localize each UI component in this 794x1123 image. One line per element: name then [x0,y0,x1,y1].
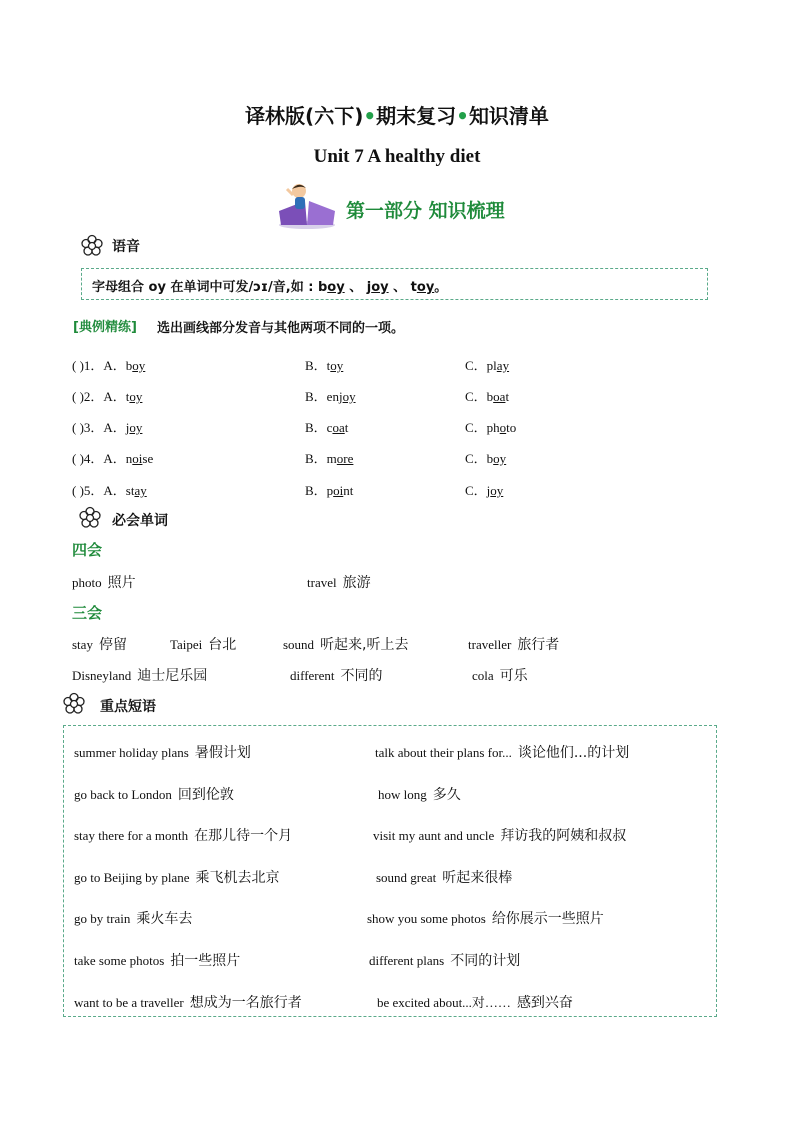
question-number: ( )1．A． [72,358,126,373]
phrase-en: go by train [74,911,131,926]
word-en: sound [283,637,315,652]
phrase-en: go back to London [74,787,172,802]
question-option [305,386,356,405]
question-option [465,417,516,436]
vocab-item [472,665,528,685]
word-part: b [486,451,494,466]
word-part: t [125,389,130,404]
separator: 、 [388,280,407,295]
phrase-cn: 在那儿待一个月 [194,828,293,844]
phrase-cn: 多久 [432,787,461,803]
question-option [72,417,142,436]
question-option [72,448,153,467]
phrase-item [74,742,251,762]
phrase-item [74,825,292,845]
underlined-part: oy [490,483,504,498]
option-label: C． [465,358,487,373]
underlined-part: ay [496,358,510,373]
vocab-item [468,634,559,654]
phrase-item [376,867,512,887]
unit-title: Unit 7 A healthy diet [313,146,481,167]
flower-icon [62,692,86,716]
exercise-label: [典例精练] [73,320,137,335]
word-part: enj [326,389,343,404]
underlined-part: ore [336,451,354,466]
question-option [305,480,353,499]
option-label: B． [305,389,327,404]
question-option [465,480,503,499]
question-option [72,355,145,374]
example-toy-underline: oy [416,280,435,295]
phrase-en: how long [378,787,427,802]
phrase-cn: 给你展示一些照片 [491,911,604,927]
title-dot: • [363,104,377,128]
phrase-item [369,950,520,970]
word-cn: 听起来,听上去 [320,637,409,653]
underlined-part: oy [493,451,507,466]
flower-icon [80,234,104,258]
phrase-item [373,825,626,845]
word-part: n [125,451,133,466]
phrase-cn: 听起来很棒 [442,870,513,886]
vocab-item [283,634,409,654]
word-en: travel [307,575,337,590]
phrase-cn: 拜访我的阿姨和叔叔 [500,828,627,844]
word-en: photo [72,575,102,590]
example-boy-underline: oy [327,280,345,295]
three-skill-label: 三会 [72,604,103,622]
underlined-part: oa [493,389,506,404]
phrase-cn: 拍一些照片 [170,953,241,969]
title-part-review: 期末复习 [376,104,457,128]
vocab-item [290,665,383,685]
title-part-list: 知识清单 [468,104,549,128]
phrase-cn: 不同的计划 [450,953,521,969]
underlined-part: oy [129,420,143,435]
reading-student-icon [275,181,339,231]
word-cn: 台北 [208,637,237,653]
phrase-en: sound great [376,870,437,885]
word-part: m [326,451,337,466]
phrase-item [375,742,629,762]
option-label: C． [465,420,487,435]
part-one-heading: 第一部分 知识梳理 [346,200,505,222]
word-cn: 旅游 [342,575,371,591]
word-part: nt [343,483,354,498]
question-option [465,386,509,405]
example-toy: t [410,280,417,295]
question-option [305,355,343,374]
question-number: ( )4．A． [72,451,126,466]
phrase-cn: 回到伦敦 [177,787,234,803]
word-part: b [125,358,133,373]
question-number: ( )2．A． [72,389,126,404]
example-joy-underline: oy [371,280,389,295]
option-label: B． [305,451,327,466]
question-option [465,448,506,467]
title-dot: • [456,104,469,128]
word-part: pl [486,358,497,373]
option-label: B． [305,420,327,435]
title-part-edition: 译林版(六下) [245,104,364,128]
separator: 、 [344,280,363,295]
option-label: C． [465,389,487,404]
question-option [305,448,353,467]
period: 。 [434,280,448,295]
vocab-item [170,634,236,654]
phrase-item [74,992,302,1012]
vocab-item [72,572,136,592]
underlined-part: o [499,420,507,435]
underlined-part: oi [132,451,143,466]
option-label: C． [465,483,487,498]
phrase-item [74,950,240,970]
phrase-en: want to be a traveller [74,995,184,1010]
underlined-part: ay [134,483,147,498]
phrase-en: different plans [369,953,445,968]
phrase-cn: 感到兴奋 [516,995,573,1011]
phonics-heading: 语音 [112,239,140,255]
word-part: p [326,483,334,498]
phrase-item [378,784,461,804]
phrase-cn: 谈论他们...的计划 [517,745,630,761]
phrase-item [74,867,280,887]
word-en: Disneyland [72,668,132,683]
word-en: different [290,668,335,683]
flower-icon [78,506,102,530]
word-part: ph [486,420,500,435]
phrase-en: stay there for a month [74,828,189,843]
phrases-heading: 重点短语 [100,699,156,715]
word-en: cola [472,668,494,683]
question-option [72,480,147,499]
underlined-part: oy [132,358,146,373]
question-option [72,386,142,405]
phrase-cn: 乘火车去 [136,911,193,927]
word-cn: 可乐 [499,668,528,684]
word-cn: 迪士尼乐园 [137,668,208,684]
word-en: stay [72,637,93,652]
exercise-instruction: 选出画线部分发音与其他两项不同的一项。 [157,321,405,336]
vocab-item [72,634,127,654]
word-part: st [125,483,135,498]
option-label: B． [305,358,327,373]
word-part: t [326,358,331,373]
word-part: j [125,420,130,435]
phrase-en: show you some photos [367,911,486,926]
phrase-item [377,992,573,1012]
phrase-cn: 乘飞机去北京 [195,870,280,886]
phrase-en: visit my aunt and uncle [373,828,495,843]
phrase-en: go to Beijing by plane [74,870,190,885]
four-skill-label: 四会 [72,541,103,559]
underlined-part: oy [129,389,143,404]
word-part: t [344,420,349,435]
word-part: t [505,389,510,404]
phrase-cn: 暑假计划 [194,745,251,761]
phrase-cn: 想成为一名旅行者 [189,995,302,1011]
word-part: se [142,451,154,466]
example-boy: b [317,280,328,295]
document-title [0,100,794,129]
phrase-item [367,908,604,928]
word-cn: 旅行者 [517,637,560,653]
underlined-part: oy [342,389,356,404]
words-heading: 必会单词 [112,513,168,529]
word-part: c [326,420,333,435]
phrase-en: talk about their plans for... [375,745,512,760]
underlined-part: oy [330,358,344,373]
word-cn: 照片 [107,575,136,591]
vocab-item [307,572,371,592]
vocab-item [72,665,207,685]
option-label: B． [305,483,327,498]
question-option [465,355,509,374]
phrase-item [74,908,192,928]
word-cn: 不同的 [340,668,383,684]
word-en: Taipei [170,637,203,652]
question-number: ( )3．A． [72,420,126,435]
word-cn: 停留 [98,637,127,653]
word-part: to [506,420,517,435]
word-part: b [486,389,494,404]
question-number: ( )5．A． [72,483,126,498]
phrase-en: summer holiday plans [74,745,189,760]
word-part: j [486,483,491,498]
example-joy: j [366,280,372,295]
rule-text: 字母组合 oy 在单词中可发/ɔɪ/音,如 : [92,280,318,295]
phrase-en: take some photos [74,953,165,968]
phonics-rule [92,276,447,295]
phrase-item [74,784,234,804]
option-label: C． [465,451,487,466]
word-en: traveller [468,637,512,652]
underlined-part: oi [333,483,344,498]
phrase-en: be excited about...对…… [377,995,511,1010]
question-option [305,417,348,436]
underlined-part: oa [332,420,345,435]
